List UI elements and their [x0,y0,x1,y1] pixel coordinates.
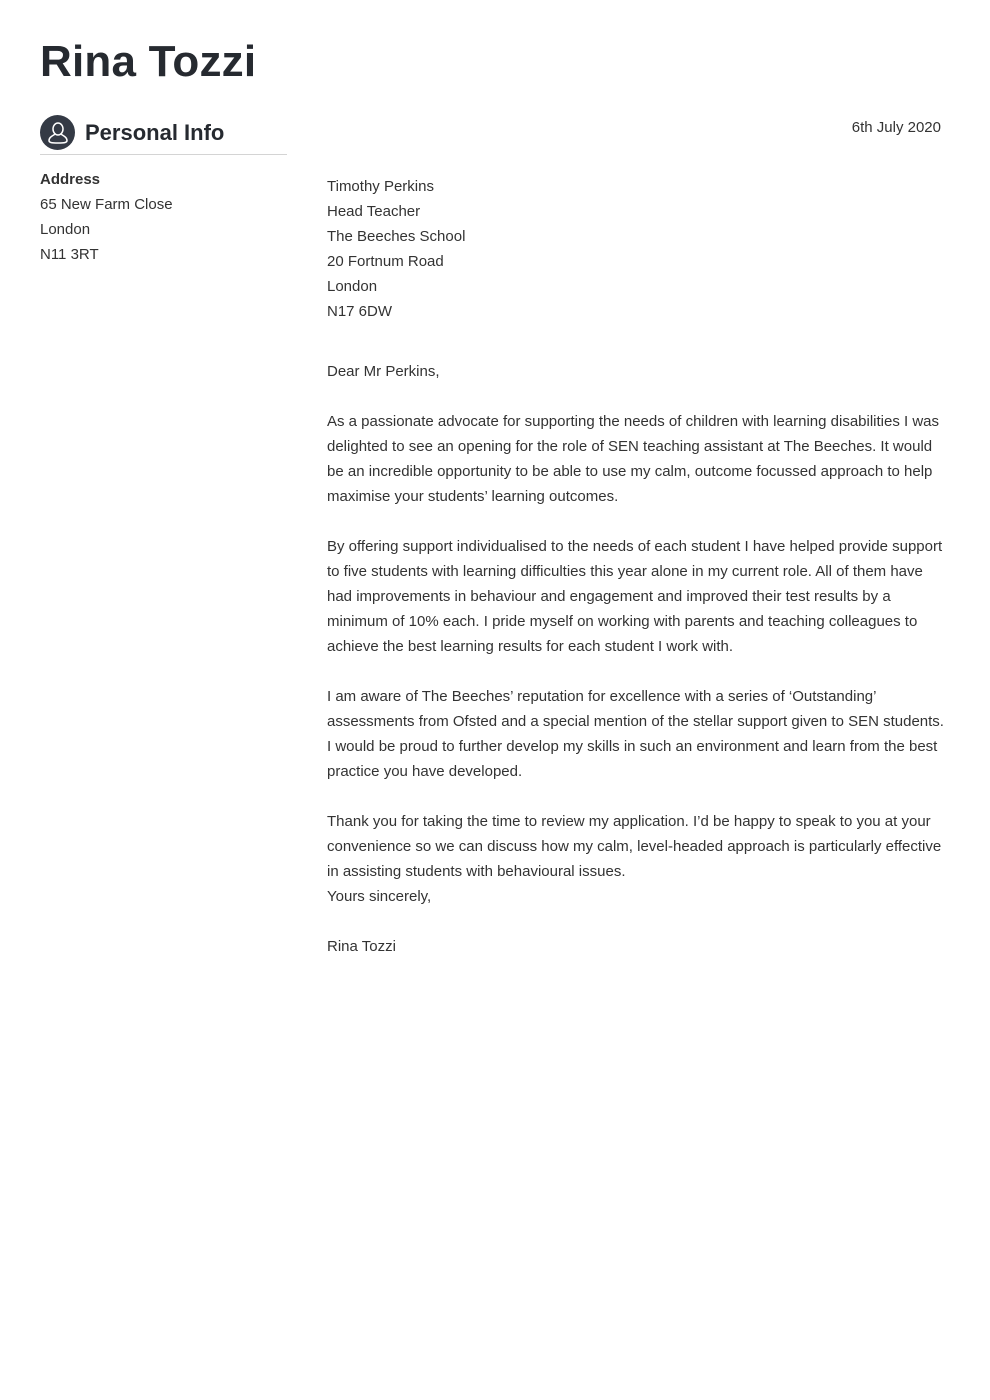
address-block [40,167,287,267]
user-icon [40,115,75,150]
personal-info-header [40,115,287,155]
recipient-line: 20 Fortnum Road [327,253,444,270]
address-line: 65 New Farm Close [40,196,173,213]
recipient-line: The Beeches School [327,228,466,245]
signature: Rina Tozzi [327,938,396,955]
paragraph: As a passionate advocate for supporting the needs of children with learning disabilities I was delighted to see an opening for the role of SEN teaching assistant at The Beeches. It would be an incredible opportunity to be able to use my calm, outcome focussed approach to help maximise your students’ learning outcomes. [327,413,940,505]
recipient-line: London [327,278,378,295]
closing: Yours sincerely, [327,888,432,905]
address-line: London [40,221,91,238]
salutation: Dear Mr Perkins, [327,363,440,380]
recipient-block [327,174,947,324]
section-title: Personal Info [85,120,225,145]
address-line: N11 3RT [40,246,99,263]
sidebar [40,115,287,267]
recipient-line: Head Teacher [327,203,421,220]
recipient-line: Timothy Perkins [327,178,434,195]
letter-body [327,174,947,959]
recipient-line: N17 6DW [327,303,393,320]
applicant-name: Rina Tozzi [40,37,257,86]
letter-date: 6th July 2020 [851,119,941,136]
paragraph: Thank you for taking the time to review my application. I’d be happy to speak to you at your convenience so we can discuss how my calm, level-headed approach is particularly effective in assisting students with behavioural issues. [327,813,942,880]
paragraph: By offering support individualised to the needs of each student I have helped provide support to five students with learning difficulties this year alone in my current role. All of them have had improvements in behaviour and engagement and improved their test results by a minimum of 10% each. I pride myself on working with parents and teaching colleagues to achieve the best learning results for each student I work with. [327,538,943,655]
paragraph: I am aware of The Beeches’ reputation for excellence with a series of ‘Outstanding’ assessments from Ofsted and a special mention of the stellar support given to SEN students. I would be proud to further develop my skills in such an environment and learn from the best practice you have developed. [327,688,944,780]
address-label: Address [40,171,101,188]
